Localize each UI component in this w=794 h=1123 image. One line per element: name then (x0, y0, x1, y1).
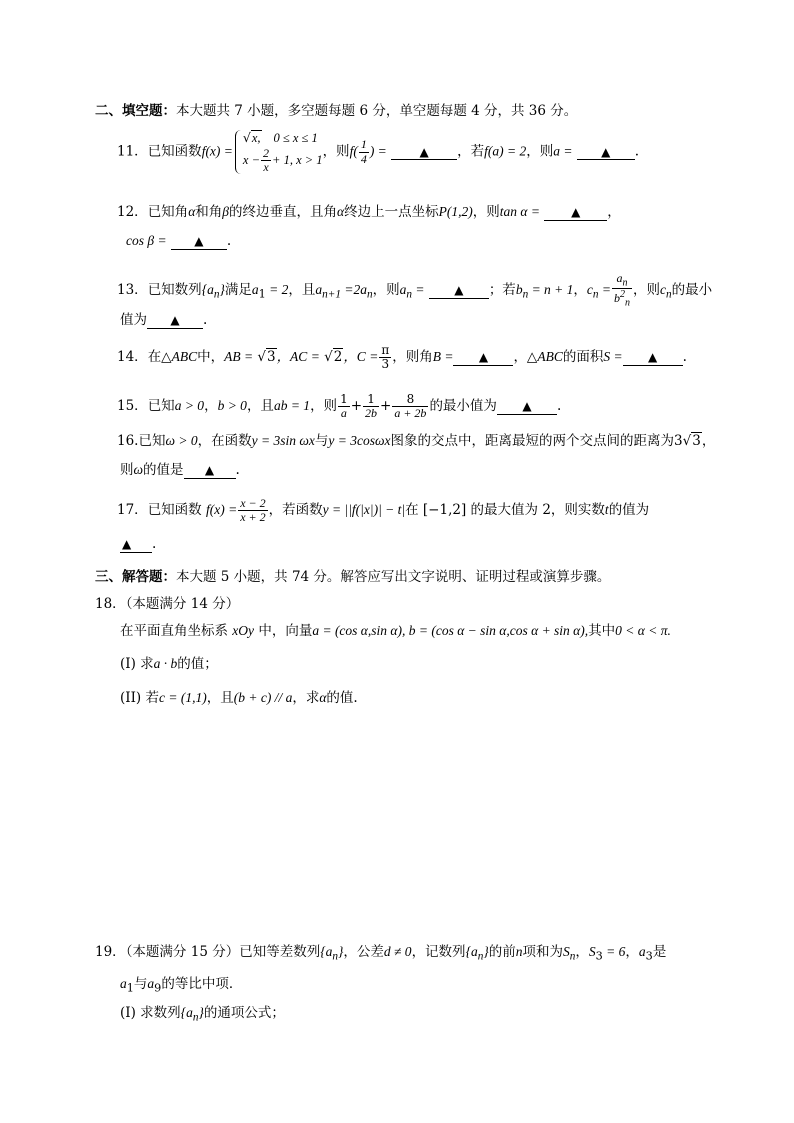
q13-num: 13． (117, 281, 148, 298)
q17-frac: $\frac{x - 2}{x + 2}$ (240, 496, 266, 525)
q13-frac: $\frac{a_n}{b^2_n}$ (614, 271, 631, 309)
question-13-line-2: 值为 ▲ . (120, 312, 208, 328)
q17-num: 17． (117, 502, 148, 519)
q11-frac-quarter: $\frac{1}{4}$ (360, 137, 367, 166)
question-13: 13．已知数列$\{a_n\}$满足$a_1 = 2$，且$a_{n+1} =2a_n$，则$a_n$ = ▲ ；若$b_n = n + 1$，$c_n$ = $\frac{a_n}{b^2_n}$ ，则$c_n$的最小 (117, 271, 713, 309)
q11-text-1: 已知函数 (147, 143, 202, 160)
section-2-heading (95, 103, 577, 119)
q13-blank-2[interactable]: ▲ (147, 313, 203, 329)
question-16: 16.已知ω > 0，在函数y = 3sin ωx与y = 3cosωx图象的交点中，距离最短的两个交点间的距离为3√3， (117, 433, 716, 449)
q11-frac-2x: $\frac{2}{x}$ (263, 145, 270, 174)
question-12: 12．已知角α和角β的终边垂直，且角α终边上一点坐标P(1,2)，则tan α = ▲ ， (117, 204, 621, 220)
q14-sqrt-3: √3 (257, 349, 276, 366)
q15-blank[interactable]: ▲ (497, 399, 557, 415)
q14-sqrt-2: √2 (324, 349, 343, 366)
question-17: 17．已知函数 f(x) = $\frac{x - 2}{x + 2}$ ，若函数y = ||f(|x|)| − t|在 [−1,2] 的最大值为 2，则实数t的值为 (117, 496, 650, 525)
q11-fx: f(x) = (201, 143, 233, 159)
q11-case-1: √x, 0 ≤ x ≤ 1 (242, 130, 318, 145)
q11-blank-2[interactable]: ▲ (577, 145, 635, 161)
q11-brace (235, 130, 242, 174)
q11-piecewise (235, 130, 323, 174)
question-17-line-2: ▲ . (122, 536, 157, 552)
q19-score: （本题满分 15 分） (125, 944, 240, 960)
question-19-line-3: (I) 求数列$\{a_n\}$的通项公式； (120, 1005, 285, 1024)
question-18-line-2: (I) 求a · b的值； (120, 656, 218, 672)
q11-text-2: ，则 (322, 143, 350, 160)
q17-blank[interactable]: ▲ (120, 537, 152, 553)
q11-blank-1[interactable]: ▲ (391, 145, 457, 161)
q18-num: 18． (95, 596, 126, 612)
q15-frac-3: $\frac{8}{a + 2b}$ (394, 392, 427, 421)
q14-frac: $\frac{\pi}{3}$ (381, 343, 390, 372)
q15-frac-1: $\frac{1}{a}$ (340, 392, 348, 421)
section-3-heading (95, 569, 610, 585)
q13-blank-1[interactable]: ▲ (429, 283, 489, 299)
section-3-desc: 本大题 5 小题，共 74 分。解答应写出文字说明、证明过程或演算步骤。 (176, 569, 611, 585)
section-2-title: 二、填空题： (95, 103, 176, 119)
q12-blank-2[interactable]: ▲ (171, 234, 227, 250)
q11-sqrt: √x, (242, 130, 261, 145)
question-11: 11．已知函数f(x) = √x, 0 ≤ x ≤ 1 x − $\frac{2}{x}$ + 1, x > 1 ，则f( $\frac{1}{4}$ ) = ▲ ，若f(a) = 2，则a = ▲ . (117, 130, 640, 174)
q12-num: 12． (117, 204, 148, 220)
q16-sqrt-3: √3 (682, 433, 701, 449)
q16-num: 16. (117, 433, 139, 449)
section-3-title: 三、解答题： (95, 569, 176, 585)
question-18 (95, 596, 239, 612)
q14-blank-1[interactable]: ▲ (453, 350, 513, 366)
question-19: 19．（本题满分 15 分）已知等差数列$\{a_n\}$，公差d ≠ 0，记数列$\{a_n\}$的前n项和为$S_n$，$S_3 = 6$，$a_3$是 (95, 944, 667, 963)
q11-case-2: x − $\frac{2}{x}$ + 1, x > 1 (242, 145, 323, 174)
q11-num: 11． (117, 143, 148, 160)
question-14: 14．在△ABC中，AB = √3，AC = √2，C = $\frac{\pi}{3}$ ，则角B = ▲ ，△ABC的面积S = ▲ . (117, 343, 687, 372)
question-18-line-1: 在平面直角坐标系 xOy 中，向量a = (cos α,sin α), b = (cos α − sin α,cos α + sin α),其中0 < α < π. (120, 623, 671, 639)
question-12-line-2: cos β = ▲ . (126, 233, 232, 249)
q19-num: 19． (95, 944, 126, 960)
question-18-line-3: (II) 若c = (1,1)，且(b + c) // a，求α的值. (120, 690, 358, 706)
q14-blank-2[interactable]: ▲ (623, 350, 683, 366)
question-16-line-2: 则ω的值是 ▲ . (120, 462, 240, 478)
q16-blank[interactable]: ▲ (184, 463, 236, 479)
q12-blank-1[interactable]: ▲ (544, 205, 607, 221)
q15-num: 15． (117, 398, 148, 415)
question-15: 15．已知a > 0，b > 0，且ab = 1，则 $\frac{1}{a}$ + $\frac{1}{2b}$ + $\frac{8}{a + 2b}$ 的最小值为 ▲ . (117, 392, 562, 421)
q18-score: （本题满分 14 分） (125, 596, 240, 612)
question-19-line-2: $a_1$与$a_9$的等比中项． (120, 976, 243, 995)
section-2-desc: 本大题共 7 小题，多空题每题 6 分，单空题每题 4 分，共 36 分。 (176, 103, 578, 119)
q15-frac-2: $\frac{1}{2b}$ (365, 392, 378, 421)
q14-num: 14． (117, 349, 148, 366)
